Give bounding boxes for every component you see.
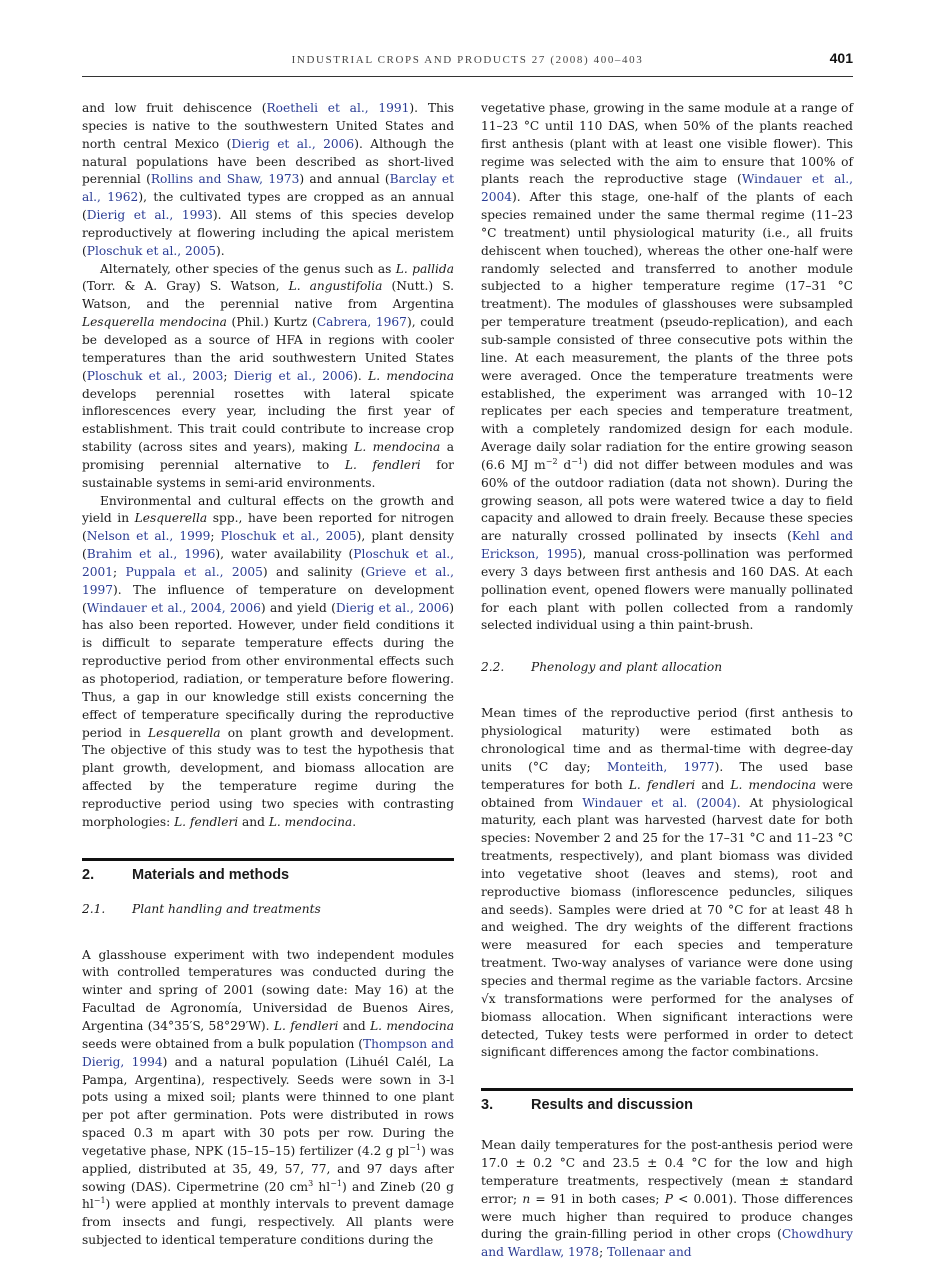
citation-link[interactable]: Nelson et al., 1999 [86,529,211,544]
section-title: Materials and methods [132,866,290,883]
citation-link[interactable]: Puppala et al., 2005 [125,564,263,579]
citation-link[interactable]: Tollenaar and [607,1245,692,1260]
section-number: 2. [82,866,95,883]
paragraph: and low fruit dehiscence (Roetheli et al., 1991). This species is native to the southwestern United States and north central Mexico (Dierig et al., 2006). Although the natural populations have been described as short-lived perennial (Rollins and Shaw, 1973) and annual (Barclay et al., 1962), the cultivated types are cropped as an annual (Dierig et al., 1993). All stems of this species develop reproductively at flowering including the apical meristem (Ploschuk et al., 2005). [82,101,454,258]
citation-link[interactable]: Rollins and Shaw, 1973 [150,172,300,187]
citation-link[interactable]: Chowdhury and Wardlaw, 1978 [481,1227,853,1260]
citation-link[interactable]: Dierig et al., 1993 [86,208,213,223]
citation-link[interactable]: Monteith, 1977 [606,759,715,774]
section-title: Results and discussion [531,1097,693,1114]
subsection-title: Plant handling and treatments [132,901,321,916]
citation-link[interactable]: Ploschuk et al., 2005 [86,243,217,258]
subsection-title: Phenology and plant allocation [531,660,723,675]
citation-link[interactable]: Kehl and Erickson, 1995 [481,529,853,562]
paragraph: Alternately, other species of the genus such as L. pallida (Torr. & A. Gray) S. Watson, L. angustifolia (Nutt.) S. Watson, and the perennial native from Argentina Lesquerella mendocina (Phil.) Kurtz (Cabrera, 1967), could be developed as a source of HFA in regions with cooler temperatures than the arid southwestern United States (Ploschuk et al., 2003; Dierig et al., 2006). L. mendocina develops perennial rosettes with lateral spicate inflorescences every year, including the first year of establishment. This trait could contribute to increase crop stability (across sites and years), making L. mendocina a promising perennial alternative to L. fendleri for sustainable systems in semi-arid environments. [82,261,455,490]
section-number: 3. [481,1097,494,1114]
citation-link[interactable]: Dierig et al., 2006 [335,600,450,615]
subsection-heading [82,901,454,929]
citation-link[interactable]: Windauer et al. (2004) [582,795,737,810]
paragraph: Mean times of the reproductive period (first anthesis to physiological maturity) were estimated both as chronological time and as thermal-time with degree-day units (°C day; Monteith, 1977). The used base temperatures for both L. fendleri and L. mendocina were obtained from Windauer et al. (2004). At physiological maturity, each plant was harvested (harvest date for both species: November 2 and 25 for the 17–31 °C and 11–23 °C treatments, respectively), and plant biomass was divided into vegetative shoot (leaves and stems), root and reproductive biomass (inflorescence peduncles, siliques and seeds). Samples were dried at 70 °C for at least 48 h and weighed. The dry weights of the different fractions were measured for each species and temperature treatment. Two-way analyses of variance were done using species and thermal regime as the variable factors. Arcsine √x transformations were performed for the analyses of biomass allocation. When significant interactions were detected, Tukey tests were performed in order to detect significant differences among the factor combinations. [481,706,854,1060]
citation-link[interactable]: Windauer et al., 2004, 2006 [86,600,261,615]
citation-link[interactable]: Barclay et al., 1962 [82,172,454,205]
citation-link[interactable]: Roetheli et al., 1991 [266,101,410,115]
citation-link[interactable]: Ploschuk et al., 2005 [220,529,357,544]
paragraph: A glasshouse experiment with two independent modules with controlled temperatures was conducted during the winter and spring of 2001 (sowing date: May 16) at the Facultad de Agronomía, Universidad de Buenos Aires, Argentina (34°35′S, 58°29′W). L. fendleri and L. mendocina seeds were obtained from a bulk population (Thompson and Dierig, 1994) and a natural population (Lihuél Calél, La Pampa, Argentina), respectively. Seeds were sown in 3-l pots using a mixed soil; plants were thinned to one plant per pot after germination. Pots were distributed in rows spaced 0.3 m apart with 30 pots per row. During the vegetative phase, NPK (15–15–15) fertilizer (4.2 g $pl^{-1}$) was applied, distributed at 35, 49, 57, 77, and 97 days after sowing (DAS). Cipermetrine (20 $cm^3$ $hl^{-1}$) and Zineb (20 g $hl^{-1}$) were applied at monthly intervals to prevent damage from insects and fungi, respectively. All plants were subjected to identical temperature conditions during the [82,947,455,1248]
subsection-heading [481,659,853,687]
page-number: 401 [829,50,853,66]
paragraph: vegetative phase, growing in the same module at a range of 11–23 °C until 110 DAS, when 50% of the plants reached first anthesis (plant with at least one visible flower). This regime was selected with the aim to ensure that 100% of plants reach the reproductive stage (Windauer et al., 2004). After this stage, one-half of the plants of each species remained under the same thermal regime (11–23 °C treatment) until physiological maturity (i.e., all fruits dehiscent when touched), whereas the other one-half were randomly selected and transferred to another module subjected to a higher temperature regime (17–31 °C treatment). The modules of glasshouses were subsampled per temperature treatment (pseudo-replication), and each sub-sample consisted of three consecutive pots within the line. At each measurement, the plants of the three pots were averaged. Once the temperature treatments were established, the experiment was arranged with 10–12 replicates per each species and temperature treatment, with a completely randomized design for each module. Average daily solar radiation for the entire growing season (6.6 MJ $m^{-2}$ $d^{-1}$) did not differ between modules and was 60% of the outdoor radiation (data not shown). During the growing season, all pots were watered twice a day to field capacity and allowed to drain freely. Because these species are naturally crossed pollinated by insects (Kehl and Erickson, 1995), manual cross-pollination was performed every 3 days between first anthesis and 160 DAS. At each pollination event, opened flowers were manually pollinated for each plant with pollen collected from a randomly selected individual using a thin paint-brush. [481,101,853,633]
paragraph: Environmental and cultural effects on the growth and yield in Lesquerella spp., have been reported for nitrogen (Nelson et al., 1999; Ploschuk et al., 2005), plant density (Brahim et al., 1996), water availability (Ploschuk et al., 2001; Puppala et al., 2005) and salinity (Grieve et al., 1997). The influence of temperature on development (Windauer et al., 2004, 2006) and yield (Dierig et al., 2006) has also been reported. However, under field conditions it is difficult to separate temperature effects during the reproductive period from other environmental effects such as photoperiod, radiation, or temperature before flowering. Thus, a gap in our knowledge still exists concerning the effect of temperature specifically during the reproductive period in Lesquerella on plant growth and development. The objective of this study was to test the hypothesis that plant growth, development, and biomass allocation are affected by the temperature regime during the reproductive period using two species with contrasting morphologies: L. fendleri and L. mendocina. [82,493,455,829]
citation-link[interactable]: Cabrera, 1967 [316,315,407,330]
journal-citation: INDUSTRIAL CROPS AND PRODUCTS 27 (2008) 400–403 [291,54,644,66]
paragraph: Mean daily temperatures for the post-anthesis period were 17.0 ± 0.2 °C and 23.5 ± 0.4 °C for the low and high temperature treatments, respectively (mean ± standard error; n = 91 in both cases; P < 0.001). Those differences were much higher than required to produce changes during the grain-filling period in other crops (Chowdhury and Wardlaw, 1978; Tollenaar and [481,1138,853,1260]
citation-link[interactable]: Dierig et al., 2006 [233,368,354,383]
citation-link[interactable]: Ploschuk et al., 2003 [86,368,224,383]
running-header [82,46,853,77]
citation-link[interactable]: Dierig et al., 2006 [231,136,355,151]
subsection-number: 2.1. [82,901,106,916]
section-heading [82,858,454,889]
citation-link[interactable]: Brahim et al., 1996 [86,547,216,562]
subsection-number: 2.2. [481,660,505,675]
citation-link[interactable]: Thompson and Dierig, 1994 [82,1036,454,1069]
citation-link[interactable]: Ploschuk et al., 2001 [82,547,454,579]
right-column [481,100,853,1262]
citation-link[interactable]: Grieve et al., 1997 [82,564,454,597]
section-heading [481,1088,853,1119]
left-column [82,100,454,1250]
citation-link[interactable]: Windauer et al., 2004 [481,172,853,205]
